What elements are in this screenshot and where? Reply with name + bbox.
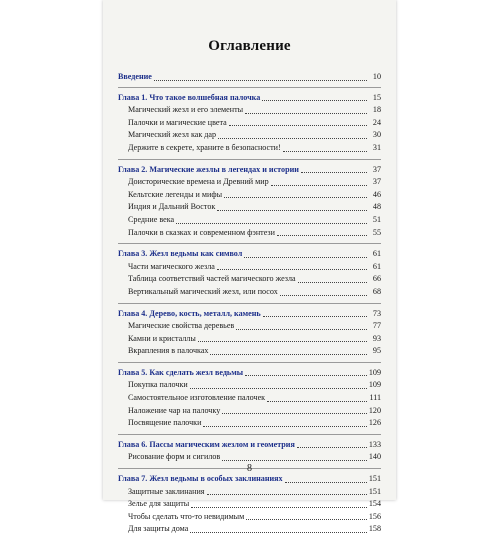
toc-section-row[interactable]	[118, 379, 381, 392]
toc-chapter-page: 151	[368, 474, 381, 484]
dot-leader	[280, 294, 367, 296]
dot-leader	[190, 387, 367, 389]
toc-section-row[interactable]	[118, 227, 381, 240]
toc-section-page: 46	[372, 189, 381, 199]
toc-section-label: Магические свойства деревьев	[128, 321, 235, 331]
toc-section-page: 61	[372, 261, 381, 271]
section-divider	[118, 362, 381, 363]
toc-section-label: Чтобы сделать что-то невидимым	[128, 511, 245, 521]
section-divider	[118, 303, 381, 304]
dot-leader	[222, 459, 367, 461]
toc-section-page: 111	[369, 393, 381, 403]
dot-leader	[218, 137, 367, 139]
toc-chapter-label: Глава 7. Жезл ведьмы в особых заклинаниях	[118, 474, 283, 484]
dot-leader	[277, 234, 367, 236]
toc-section-row[interactable]	[118, 273, 381, 286]
toc-section-page: 158	[368, 524, 381, 534]
page-number: 8	[247, 463, 252, 474]
dot-leader	[245, 112, 367, 114]
dot-leader	[244, 256, 367, 258]
toc-chapter-page: 15	[372, 92, 381, 102]
toc-section-row[interactable]	[118, 261, 381, 274]
toc-section-label: Таблица соответствий частей магического жезла	[128, 274, 296, 284]
toc-chapter-page: 61	[372, 249, 381, 259]
toc-section-label: Палочки и магические цвета	[128, 117, 227, 127]
section-divider	[118, 87, 381, 88]
toc-section-label: Палочки в сказках и современном фэнтези	[128, 227, 275, 237]
dot-leader	[222, 412, 367, 414]
dot-leader	[267, 400, 367, 402]
toc-section-page: 18	[372, 105, 381, 115]
dot-leader	[263, 315, 367, 317]
dot-leader	[203, 425, 366, 427]
section-divider	[118, 243, 381, 244]
toc-chapter-row[interactable]	[118, 308, 381, 321]
toc-chapter-label: Глава 4. Дерево, кость, металл, камень	[118, 308, 261, 318]
toc-section-label: Средние века	[128, 214, 175, 224]
toc-chapter-label: Глава 3. Жезл ведьмы как символ	[118, 249, 243, 259]
toc-section-row[interactable]	[118, 511, 381, 524]
toc-section-page: 68	[372, 286, 381, 296]
toc-section-label: Защитные заклинания	[128, 486, 205, 496]
toc-chapter-label: Глава 5. Как сделать жезл ведьмы	[118, 367, 244, 377]
toc-section-page: 24	[372, 117, 381, 127]
toc-section-page: 140	[368, 452, 381, 462]
toc-chapter-label: Глава 6. Пассы магическим жезлом и геометрия	[118, 439, 295, 449]
toc-section-row[interactable]	[118, 498, 381, 511]
toc-section-page: 109	[368, 380, 381, 390]
page-title: Оглавление	[208, 38, 291, 54]
toc-section-label: Зелье для защиты	[128, 499, 190, 509]
toc-chapter-row[interactable]	[118, 473, 381, 486]
toc-chapter-block	[118, 308, 381, 358]
toc-chapter-page: 133	[368, 439, 381, 449]
toc-section-row[interactable]	[118, 214, 381, 227]
toc-chapter-page: 37	[372, 164, 381, 174]
toc-intro-label: Введение	[118, 72, 152, 81]
dot-leader	[246, 518, 367, 520]
toc-chapter-block	[118, 473, 381, 536]
dot-leader	[190, 531, 367, 533]
dot-leader	[236, 328, 367, 330]
toc-section-page: 156	[368, 511, 381, 521]
toc-chapter-page: 73	[372, 308, 381, 318]
toc-section-row[interactable]	[118, 417, 381, 430]
toc-section-label: Самостоятельное изготовление палочек	[128, 393, 266, 403]
toc-section-page: 154	[368, 499, 381, 509]
toc-section-page: 95	[372, 346, 381, 356]
dot-leader	[283, 150, 367, 152]
toc-section-page: 126	[368, 418, 381, 428]
dot-leader	[217, 268, 367, 270]
toc-chapter-block	[118, 439, 381, 464]
dot-leader	[176, 222, 367, 224]
toc-chapter-page: 109	[368, 367, 381, 377]
dot-leader	[198, 340, 367, 342]
section-divider	[118, 159, 381, 160]
toc-section-row[interactable]	[118, 523, 381, 536]
section-divider	[118, 434, 381, 435]
toc-chapter-row[interactable]	[118, 92, 381, 105]
toc-chapter-label: Глава 2. Магические жезлы в легендах и истории	[118, 164, 299, 174]
toc-chapter-block	[118, 92, 381, 155]
toc-section-row[interactable]	[118, 333, 381, 346]
toc-chapter-block	[118, 248, 381, 298]
toc-section-label: Магический жезл и его элементы	[128, 105, 244, 115]
toc-section-page: 48	[372, 202, 381, 212]
toc-section-label: Вкрапления в палочках	[128, 346, 209, 356]
dot-leader	[245, 374, 367, 376]
toc-section-page: 55	[372, 227, 381, 237]
toc-section-page: 93	[372, 333, 381, 343]
dot-leader	[297, 446, 367, 448]
toc-section-row[interactable]	[118, 117, 381, 130]
toc-section-page: 66	[372, 274, 381, 284]
toc-section-label: Индия и Дальний Восток	[128, 202, 216, 212]
toc-section-label: Наложение чар на палочку	[128, 405, 221, 415]
dot-leader	[154, 79, 367, 81]
toc-section-label: Магический жезл как дар	[128, 130, 217, 140]
toc-section-row[interactable]	[118, 176, 381, 189]
toc-section-row[interactable]	[118, 142, 381, 155]
book-page	[103, 0, 396, 534]
dot-leader	[285, 481, 367, 483]
toc-section-label: Части магического жезла	[128, 261, 215, 271]
toc-chapter-row[interactable]	[118, 164, 381, 177]
toc-section-row[interactable]	[118, 189, 381, 202]
toc-section-page: 37	[372, 177, 381, 187]
toc-section-page: 77	[372, 321, 381, 331]
toc-chapter-block	[118, 367, 381, 430]
toc-section-row[interactable]	[118, 405, 381, 418]
dot-leader	[271, 184, 367, 186]
toc-intro-row[interactable]	[118, 71, 381, 84]
toc-section-label: Камни и кристаллы	[128, 333, 196, 343]
dot-leader	[207, 493, 367, 495]
toc-section-row[interactable]	[118, 320, 381, 333]
toc-chapter-block	[118, 164, 381, 240]
toc-section-label: Посвящение палочки	[128, 418, 202, 428]
toc-section-row[interactable]	[118, 201, 381, 214]
toc-chapter-row[interactable]	[118, 248, 381, 261]
toc-section-page: 30	[372, 130, 381, 140]
toc-chapter-label: Глава 1. Что такое волшебная палочка	[118, 92, 261, 102]
dot-leader	[229, 124, 367, 126]
toc-section-page: 31	[372, 142, 381, 152]
toc-section-page: 151	[368, 486, 381, 496]
toc-section-page: 51	[372, 214, 381, 224]
toc-intro-page: 10	[372, 72, 381, 81]
toc-section-label: Вертикальный магический жезл, или посох	[128, 286, 278, 296]
dot-leader	[224, 196, 367, 198]
toc-section-row[interactable]	[118, 286, 381, 299]
toc-section-page: 120	[368, 405, 381, 415]
dot-leader	[191, 506, 367, 508]
toc-section-row[interactable]	[118, 486, 381, 499]
toc-section-label: Кельтские легенды и мифы	[128, 189, 223, 199]
toc-section-row[interactable]	[118, 129, 381, 142]
toc-section-row[interactable]	[118, 104, 381, 117]
toc-section-label: Покупка палочки	[128, 380, 188, 390]
toc-section-label: Доисторические времена и Древний мир	[128, 177, 269, 187]
dot-leader	[217, 209, 367, 211]
dot-leader	[210, 353, 367, 355]
dot-leader	[298, 281, 367, 283]
toc-section-label: Держите в секрете, храните в безопасности!	[128, 142, 281, 152]
toc-section-row[interactable]	[118, 392, 381, 405]
toc-chapter-row[interactable]	[118, 439, 381, 452]
toc-section-label: Для защиты дома	[128, 524, 189, 534]
toc-section-label: Рисование форм и сигилов	[128, 452, 221, 462]
toc-chapter-row[interactable]	[118, 367, 381, 380]
dot-leader	[262, 99, 367, 101]
toc-section-row[interactable]	[118, 345, 381, 358]
dot-leader	[301, 171, 367, 173]
